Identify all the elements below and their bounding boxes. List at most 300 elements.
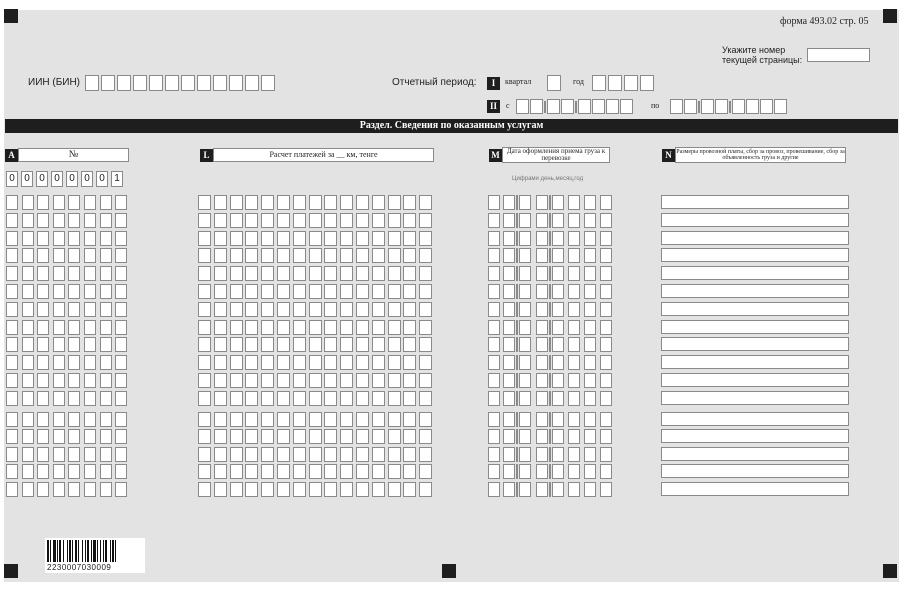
payment-cell[interactable] [198,447,211,462]
payment-cell[interactable] [388,302,401,317]
from-date-cells[interactable] [516,99,633,114]
row-number-cell[interactable] [22,482,34,497]
date-cell[interactable] [488,302,500,317]
payment-cell[interactable] [293,213,306,228]
payment-cell[interactable] [372,320,385,335]
payment-cell[interactable] [340,391,353,406]
date-cell[interactable] [568,391,580,406]
date-cell[interactable] [600,231,612,246]
payment-cell[interactable] [419,464,432,479]
year-cells[interactable] [592,75,654,91]
row-number-cell[interactable] [115,302,127,317]
payment-cell[interactable] [388,373,401,388]
payment-cell[interactable] [388,284,401,299]
payment-cell[interactable] [403,412,416,427]
payment-cell[interactable] [324,248,337,263]
payment-cell[interactable] [309,337,322,352]
date-cell[interactable] [488,213,500,228]
payment-cell[interactable] [356,231,369,246]
date-cell[interactable] [503,464,515,479]
payment-cell[interactable] [388,248,401,263]
payment-cell[interactable] [309,355,322,370]
payment-cell[interactable] [340,355,353,370]
date-cell[interactable] [488,231,500,246]
row-number-cell[interactable] [100,266,112,281]
payment-cell[interactable] [214,391,227,406]
payment-cell[interactable] [230,320,243,335]
payment-cell[interactable] [324,429,337,444]
date-cell[interactable] [503,231,515,246]
date-cell[interactable] [519,248,531,263]
payment-cell[interactable] [198,231,211,246]
row-number-cell[interactable] [68,355,80,370]
payment-cell[interactable] [324,482,337,497]
row-number-cell[interactable] [6,231,18,246]
payment-cell[interactable] [372,195,385,210]
payment-cell[interactable] [230,355,243,370]
date-cell[interactable] [488,337,500,352]
payment-cell[interactable] [277,248,290,263]
payment-cell[interactable] [230,266,243,281]
date-cell[interactable] [503,248,515,263]
date-cell[interactable] [568,231,580,246]
row-number-cell[interactable] [100,355,112,370]
row-number-cell[interactable] [22,248,34,263]
date-cell[interactable] [488,320,500,335]
date-cell[interactable] [584,231,596,246]
payment-cell[interactable] [230,248,243,263]
payment-cell[interactable] [198,391,211,406]
date-cell[interactable] [568,337,580,352]
row-number-cell[interactable] [84,447,96,462]
payment-cell[interactable] [309,391,322,406]
payment-cell[interactable] [198,337,211,352]
date-cell[interactable] [536,373,548,388]
row-number-cell[interactable] [84,284,96,299]
row-number-cell[interactable] [37,284,49,299]
payment-cell[interactable] [309,195,322,210]
date-cell[interactable] [584,266,596,281]
payment-cell[interactable] [214,195,227,210]
row-number-cell[interactable] [53,248,65,263]
date-cell[interactable] [600,320,612,335]
row-number-cell[interactable] [22,373,34,388]
payment-cell[interactable] [356,302,369,317]
row-number-cell[interactable] [115,355,127,370]
row-number-cell[interactable] [37,482,49,497]
date-cell[interactable] [488,412,500,427]
payment-cell[interactable] [293,195,306,210]
payment-cell[interactable] [403,266,416,281]
date-cell[interactable] [600,302,612,317]
payment-cell[interactable] [245,195,258,210]
date-cell[interactable] [568,482,580,497]
payment-cell[interactable] [419,320,432,335]
payment-cell[interactable] [324,447,337,462]
payment-cell[interactable] [356,320,369,335]
fee-field[interactable] [661,248,849,262]
date-cell[interactable] [552,355,564,370]
payment-cell[interactable] [261,355,274,370]
row-number-cell[interactable] [68,482,80,497]
row-number-cell[interactable] [115,337,127,352]
date-cell[interactable] [600,248,612,263]
date-cell[interactable] [519,195,531,210]
payment-cell[interactable] [261,248,274,263]
payment-cell[interactable] [356,373,369,388]
payment-cell[interactable] [356,429,369,444]
payment-cell[interactable] [388,482,401,497]
row-number-cell[interactable] [100,302,112,317]
fee-field[interactable] [661,266,849,280]
payment-cell[interactable] [403,447,416,462]
payment-cell[interactable] [309,266,322,281]
payment-cell[interactable] [388,464,401,479]
payment-cell[interactable] [214,248,227,263]
payment-cell[interactable] [261,195,274,210]
row-number-cell[interactable] [6,355,18,370]
row-number-cell[interactable] [68,429,80,444]
payment-cell[interactable] [324,302,337,317]
payment-cell[interactable] [324,464,337,479]
payment-cell[interactable] [388,447,401,462]
payment-cell[interactable] [198,302,211,317]
row-number-cell[interactable] [37,248,49,263]
date-cell[interactable] [584,391,596,406]
payment-cell[interactable] [230,412,243,427]
row-number-cell[interactable] [84,464,96,479]
payment-cell[interactable] [403,248,416,263]
payment-cell[interactable] [403,337,416,352]
date-cell[interactable] [488,464,500,479]
payment-cell[interactable] [245,266,258,281]
payment-cell[interactable] [356,337,369,352]
fee-field[interactable] [661,464,849,478]
payment-cell[interactable] [198,266,211,281]
payment-cell[interactable] [245,373,258,388]
date-cell[interactable] [584,195,596,210]
payment-cell[interactable] [356,412,369,427]
date-cell[interactable] [568,213,580,228]
payment-cell[interactable] [403,391,416,406]
payment-cell[interactable] [403,195,416,210]
row-number-cell[interactable] [68,284,80,299]
payment-cell[interactable] [356,266,369,281]
payment-cell[interactable] [230,213,243,228]
row-number-cell[interactable] [100,464,112,479]
payment-cell[interactable] [372,429,385,444]
date-cell[interactable] [536,213,548,228]
row-number-cell[interactable] [6,429,18,444]
fee-field[interactable] [661,373,849,387]
date-cell[interactable] [519,231,531,246]
payment-cell[interactable] [372,391,385,406]
payment-cell[interactable] [340,231,353,246]
payment-cell[interactable] [261,447,274,462]
payment-cell[interactable] [372,213,385,228]
payment-cell[interactable] [324,391,337,406]
payment-cell[interactable] [198,195,211,210]
payment-cell[interactable] [214,266,227,281]
date-cell[interactable] [600,447,612,462]
payment-cell[interactable] [277,302,290,317]
payment-cell[interactable] [340,447,353,462]
date-cell[interactable] [503,482,515,497]
row-number-cell[interactable] [115,447,127,462]
payment-cell[interactable] [340,412,353,427]
row-number-cell[interactable] [100,373,112,388]
row-number-cell[interactable] [53,231,65,246]
row-number-cell[interactable] [53,482,65,497]
date-cell[interactable] [519,447,531,462]
payment-cell[interactable] [293,320,306,335]
row-number-cell[interactable] [53,355,65,370]
date-cell[interactable] [519,320,531,335]
payment-cell[interactable] [372,284,385,299]
row-number-cell[interactable] [68,412,80,427]
row-number-cell[interactable] [84,373,96,388]
row-number-cell[interactable] [100,213,112,228]
payment-cell[interactable] [293,231,306,246]
payment-cell[interactable] [324,373,337,388]
payment-cell[interactable] [388,429,401,444]
payment-cell[interactable] [214,284,227,299]
payment-cell[interactable] [277,266,290,281]
fee-field[interactable] [661,195,849,209]
date-cell[interactable] [600,195,612,210]
payment-cell[interactable] [245,355,258,370]
payment-cell[interactable] [277,412,290,427]
row-number-cell[interactable] [68,464,80,479]
row-number-cell[interactable] [100,412,112,427]
payment-cell[interactable] [230,482,243,497]
payment-cell[interactable] [245,482,258,497]
payment-cell[interactable] [245,412,258,427]
row-number-cell[interactable] [100,429,112,444]
payment-cell[interactable] [419,337,432,352]
date-cell[interactable] [552,302,564,317]
payment-cell[interactable] [198,482,211,497]
date-cell[interactable] [536,266,548,281]
date-cell[interactable] [568,302,580,317]
payment-cell[interactable] [388,391,401,406]
date-cell[interactable] [503,373,515,388]
payment-cell[interactable] [340,284,353,299]
row-number-cell[interactable] [22,464,34,479]
date-cell[interactable] [568,195,580,210]
date-cell[interactable] [488,447,500,462]
date-cell[interactable] [488,266,500,281]
row-number-cell[interactable] [100,284,112,299]
row-number-cell[interactable] [6,412,18,427]
row-number-cell[interactable] [84,429,96,444]
payment-cell[interactable] [261,284,274,299]
date-cell[interactable] [552,337,564,352]
row-number-cell[interactable] [6,195,18,210]
payment-cell[interactable] [419,248,432,263]
row-number-cell[interactable] [100,391,112,406]
payment-cell[interactable] [214,447,227,462]
payment-cell[interactable] [277,195,290,210]
fee-field[interactable] [661,284,849,298]
payment-cell[interactable] [198,355,211,370]
date-cell[interactable] [568,412,580,427]
fee-field[interactable] [661,447,849,461]
row-number-cell[interactable] [115,284,127,299]
payment-cell[interactable] [309,302,322,317]
row-number-cell[interactable] [22,337,34,352]
date-cell[interactable] [600,482,612,497]
payment-cell[interactable] [309,284,322,299]
payment-cell[interactable] [277,482,290,497]
fee-field[interactable] [661,355,849,369]
row-number-cell[interactable] [37,429,49,444]
payment-cell[interactable] [214,412,227,427]
row-number-cell[interactable] [115,266,127,281]
row-number-cell[interactable] [100,482,112,497]
payment-cell[interactable] [245,429,258,444]
payment-cell[interactable] [230,231,243,246]
row-number-cell[interactable] [22,213,34,228]
payment-cell[interactable] [356,355,369,370]
payment-cell[interactable] [198,213,211,228]
payment-cell[interactable] [419,231,432,246]
fee-field[interactable] [661,429,849,443]
date-cell[interactable] [584,373,596,388]
row-number-cell[interactable] [6,337,18,352]
date-cell[interactable] [568,266,580,281]
date-cell[interactable] [503,337,515,352]
payment-cell[interactable] [277,337,290,352]
row-number-cell[interactable] [68,213,80,228]
payment-cell[interactable] [388,337,401,352]
date-cell[interactable] [600,284,612,299]
payment-cell[interactable] [372,337,385,352]
payment-cell[interactable] [261,373,274,388]
row-number-cell[interactable] [100,337,112,352]
payment-cell[interactable] [198,373,211,388]
row-number-cell[interactable] [53,447,65,462]
date-cell[interactable] [552,391,564,406]
date-cell[interactable] [503,213,515,228]
date-cell[interactable] [552,320,564,335]
payment-cell[interactable] [388,195,401,210]
row-number-cell[interactable] [100,447,112,462]
row-number-cell[interactable] [84,248,96,263]
date-cell[interactable] [536,284,548,299]
payment-cell[interactable] [214,429,227,444]
payment-cell[interactable] [198,464,211,479]
date-cell[interactable] [600,391,612,406]
date-cell[interactable] [584,320,596,335]
payment-cell[interactable] [340,337,353,352]
payment-cell[interactable] [293,464,306,479]
payment-cell[interactable] [214,302,227,317]
date-cell[interactable] [552,447,564,462]
date-cell[interactable] [536,447,548,462]
payment-cell[interactable] [230,447,243,462]
date-cell[interactable] [519,412,531,427]
fee-field[interactable] [661,391,849,405]
date-cell[interactable] [488,355,500,370]
date-cell[interactable] [503,391,515,406]
payment-cell[interactable] [356,391,369,406]
payment-cell[interactable] [261,231,274,246]
row-number-cell[interactable] [6,302,18,317]
date-cell[interactable] [584,464,596,479]
payment-cell[interactable] [340,248,353,263]
date-cell[interactable] [536,391,548,406]
payment-cell[interactable] [230,464,243,479]
payment-cell[interactable] [419,266,432,281]
date-cell[interactable] [519,373,531,388]
payment-cell[interactable] [388,355,401,370]
row-number-cell[interactable] [84,266,96,281]
date-cell[interactable] [536,302,548,317]
date-cell[interactable] [536,231,548,246]
payment-cell[interactable] [372,248,385,263]
date-cell[interactable] [568,447,580,462]
payment-cell[interactable] [388,213,401,228]
payment-cell[interactable] [309,482,322,497]
payment-cell[interactable] [293,248,306,263]
date-cell[interactable] [600,213,612,228]
row-number-cell[interactable] [37,412,49,427]
date-cell[interactable] [536,355,548,370]
payment-cell[interactable] [198,412,211,427]
payment-cell[interactable] [309,464,322,479]
date-cell[interactable] [584,284,596,299]
row-number-cell[interactable] [84,302,96,317]
date-cell[interactable] [552,373,564,388]
row-number-cell[interactable] [84,195,96,210]
row-number-cell[interactable] [22,195,34,210]
date-cell[interactable] [503,266,515,281]
row-number-cell[interactable] [68,195,80,210]
row-number-cell[interactable] [100,231,112,246]
date-cell[interactable] [503,412,515,427]
payment-cell[interactable] [198,284,211,299]
row-number-cell[interactable] [84,482,96,497]
date-cell[interactable] [552,464,564,479]
row-number-cell[interactable] [37,195,49,210]
payment-cell[interactable] [261,412,274,427]
payment-cell[interactable] [198,320,211,335]
payment-cell[interactable] [293,412,306,427]
payment-cell[interactable] [261,302,274,317]
date-cell[interactable] [600,337,612,352]
row-number-cell[interactable] [84,320,96,335]
row-number-cell[interactable] [22,302,34,317]
fee-field[interactable] [661,482,849,496]
payment-cell[interactable] [230,195,243,210]
payment-cell[interactable] [293,355,306,370]
row-number-cell[interactable] [53,391,65,406]
date-cell[interactable] [488,429,500,444]
date-cell[interactable] [503,447,515,462]
date-cell[interactable] [488,195,500,210]
payment-cell[interactable] [309,447,322,462]
row-number-cell[interactable] [37,464,49,479]
fee-field[interactable] [661,213,849,227]
date-cell[interactable] [536,482,548,497]
date-cell[interactable] [568,320,580,335]
row-number-cell[interactable] [53,429,65,444]
date-cell[interactable] [568,373,580,388]
row-number-cell[interactable] [53,266,65,281]
date-cell[interactable] [536,429,548,444]
date-cell[interactable] [584,248,596,263]
